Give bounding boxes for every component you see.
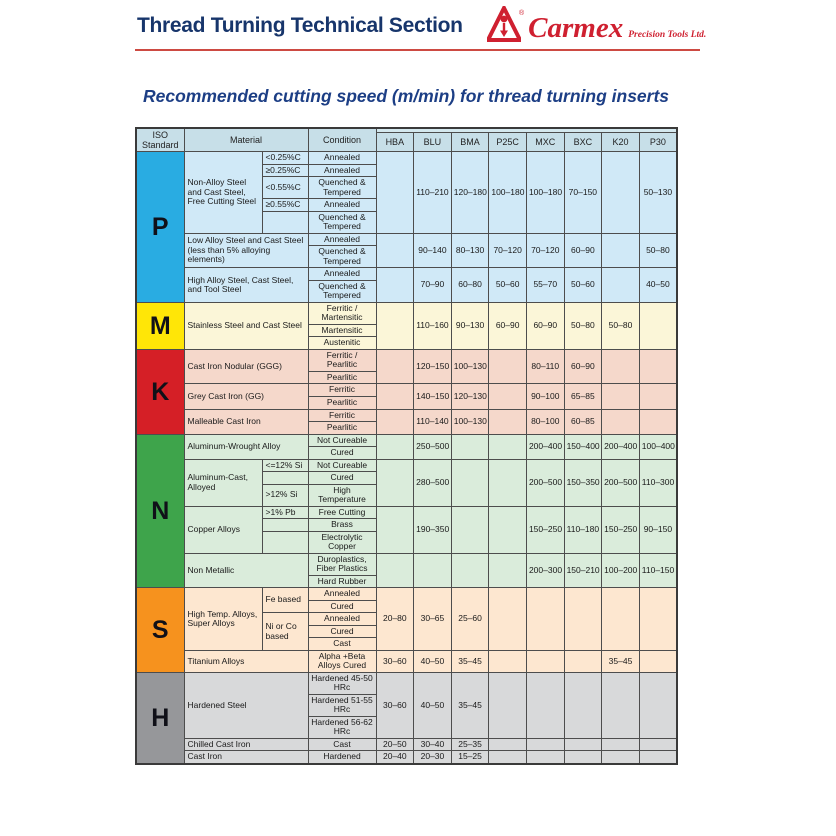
speed-value-cell: 100–400 — [639, 434, 677, 459]
condition-cell: Cured — [308, 600, 376, 613]
speed-value-cell — [376, 553, 414, 588]
speed-value-cell: 100–130 — [451, 409, 489, 434]
condition-cell: Free Cutting — [308, 506, 376, 519]
speed-value-cell: 35–45 — [451, 672, 489, 738]
speed-value-cell — [376, 268, 414, 303]
speed-value-cell: 60–90 — [564, 233, 602, 268]
condition-cell: Annealed — [308, 164, 376, 177]
material-header: Material — [184, 128, 308, 152]
speed-value-cell: 65–85 — [564, 384, 602, 409]
condition-cell: Hardened 56-62 HRc — [308, 716, 376, 738]
condition-cell: Pearlitic — [308, 371, 376, 384]
sub-material-cell: <0.25%C — [262, 152, 308, 165]
table-row — [136, 409, 677, 422]
condition-cell: Quenched & Tempered — [308, 211, 376, 233]
condition-cell: Electrolytic Copper — [308, 531, 376, 553]
table-row — [136, 459, 677, 472]
speed-value-cell: 30–40 — [414, 738, 452, 751]
speed-value-cell: 280–500 — [414, 459, 452, 506]
speed-value-cell: 150–250 — [526, 506, 564, 553]
material-cell: Aluminum-Wrought Alloy — [184, 434, 308, 459]
sub-material-cell: <0.55%C — [262, 177, 308, 199]
brand-logo — [487, 6, 706, 43]
speed-value-cell: 30–60 — [376, 650, 414, 672]
speed-value-cell: 35–45 — [451, 650, 489, 672]
speed-value-cell: 120–180 — [451, 152, 489, 234]
speed-value-cell — [602, 672, 640, 738]
speed-value-cell: 150–350 — [564, 459, 602, 506]
section-title: Recommended cutting speed (m/min) for thread turning inserts — [143, 86, 670, 106]
speed-value-cell — [376, 434, 414, 459]
iso-letter-k: K — [136, 349, 184, 434]
grade-header-bxc: BXC — [564, 133, 602, 152]
speed-value-cell: 70–120 — [489, 233, 527, 268]
speed-value-cell — [376, 506, 414, 553]
condition-cell: Cast — [308, 738, 376, 751]
speed-value-cell — [639, 650, 677, 672]
speed-value-cell — [564, 588, 602, 651]
speed-value-cell — [564, 751, 602, 764]
sub-material-cell: Ni or Co based — [262, 613, 308, 651]
speed-value-cell — [526, 751, 564, 764]
speed-value-cell — [451, 434, 489, 459]
speed-value-cell: 80–100 — [526, 409, 564, 434]
speed-value-cell — [602, 268, 640, 303]
condition-cell: Ferritic / Martensitic — [308, 302, 376, 324]
speed-value-cell: 100–180 — [489, 152, 527, 234]
speed-value-cell: 60–90 — [489, 302, 527, 349]
speed-value-cell — [639, 738, 677, 751]
condition-cell: Cured — [308, 625, 376, 638]
speed-value-cell — [489, 506, 527, 553]
grade-header-hba: HBA — [376, 133, 414, 152]
speed-value-cell: 200–300 — [526, 553, 564, 588]
material-cell: Aluminum-Cast, Alloyed — [184, 459, 262, 506]
material-cell: Malleable Cast Iron — [184, 409, 308, 434]
speed-value-cell: 110–180 — [564, 506, 602, 553]
speed-value-cell: 150–400 — [564, 434, 602, 459]
table-row — [136, 650, 677, 672]
speed-value-cell — [602, 588, 640, 651]
speed-value-cell: 200–400 — [526, 434, 564, 459]
table-row — [136, 751, 677, 764]
speed-value-cell: 50–60 — [564, 268, 602, 303]
speed-value-cell: 110–160 — [414, 302, 452, 349]
speed-value-cell: 30–65 — [414, 588, 452, 651]
speed-value-cell: 60–85 — [564, 409, 602, 434]
speed-value-cell — [526, 588, 564, 651]
speed-value-cell — [489, 459, 527, 506]
speed-value-cell: 70–120 — [526, 233, 564, 268]
speed-value-cell: 120–130 — [451, 384, 489, 409]
speed-value-cell — [414, 553, 452, 588]
condition-cell: Pearlitic — [308, 396, 376, 409]
grade-header-mxc: MXC — [526, 133, 564, 152]
condition-cell: Annealed — [308, 613, 376, 626]
speed-value-cell — [489, 349, 527, 384]
table-row — [136, 233, 677, 246]
speed-value-cell — [376, 349, 414, 384]
material-cell: Hardened Steel — [184, 672, 308, 738]
speed-value-cell — [602, 751, 640, 764]
table-row — [136, 588, 677, 601]
speed-value-cell — [489, 738, 527, 751]
speed-value-cell: 110–150 — [639, 553, 677, 588]
speed-value-cell — [564, 650, 602, 672]
speed-value-cell: 50–60 — [489, 268, 527, 303]
speed-value-cell — [639, 751, 677, 764]
sub-material-cell: >12% Si — [262, 484, 308, 506]
speed-value-cell — [489, 434, 527, 459]
sub-material-cell: Fe based — [262, 588, 308, 613]
iso-letter-s: S — [136, 588, 184, 673]
speed-value-cell: 90–140 — [414, 233, 452, 268]
speed-value-cell — [489, 409, 527, 434]
speed-value-cell: 20–40 — [376, 751, 414, 764]
brand-tagline: Precision Tools Ltd. — [628, 30, 707, 40]
sub-material-cell — [262, 211, 308, 233]
speed-value-cell: 70–90 — [414, 268, 452, 303]
speed-value-cell — [526, 672, 564, 738]
condition-cell: Hardened 51-55 HRc — [308, 694, 376, 716]
speed-value-cell — [602, 384, 640, 409]
condition-cell: Annealed — [308, 588, 376, 601]
speed-value-cell — [639, 302, 677, 349]
material-cell: Titanium Alloys — [184, 650, 308, 672]
grade-header-p25c: P25C — [489, 133, 527, 152]
condition-header: Condition — [308, 128, 376, 152]
header-divider — [135, 49, 700, 51]
iso-standard-header: ISO Standard — [136, 128, 184, 152]
condition-cell: Quenched & Tempered — [308, 246, 376, 268]
condition-cell: Martensitic — [308, 324, 376, 337]
sub-material-cell — [262, 472, 308, 485]
brand-name: Carmex — [528, 12, 624, 44]
condition-cell: Austenitic — [308, 337, 376, 350]
speed-value-cell: 15–25 — [451, 751, 489, 764]
speed-value-cell: 50–80 — [564, 302, 602, 349]
grade-header-p30: P30 — [639, 133, 677, 152]
table-row — [136, 384, 677, 397]
sub-material-cell: ≥0.25%C — [262, 164, 308, 177]
speed-value-cell: 50–80 — [602, 302, 640, 349]
speed-value-cell: 190–350 — [414, 506, 452, 553]
speed-value-cell — [376, 459, 414, 506]
speed-value-cell: 150–210 — [564, 553, 602, 588]
speed-value-cell: 20–80 — [376, 588, 414, 651]
speed-value-cell: 100–180 — [526, 152, 564, 234]
page-title: Thread Turning Technical Section — [137, 14, 463, 37]
speed-value-cell — [602, 233, 640, 268]
speed-value-cell: 90–130 — [451, 302, 489, 349]
grade-header-bma: BMA — [451, 133, 489, 152]
condition-cell: Ferritic — [308, 384, 376, 397]
table-row — [136, 152, 677, 165]
iso-letter-n: N — [136, 434, 184, 588]
speed-value-cell: 70–150 — [564, 152, 602, 234]
condition-cell: Ferritic / Pearlitic — [308, 349, 376, 371]
table-row — [136, 302, 677, 324]
condition-cell: Quenched & Tempered — [308, 177, 376, 199]
speed-value-cell: 110–140 — [414, 409, 452, 434]
speed-value-cell: 60–90 — [564, 349, 602, 384]
condition-cell: Hardened 45-50 HRc — [308, 672, 376, 694]
speed-value-cell — [451, 553, 489, 588]
condition-cell: Not Cureable — [308, 434, 376, 447]
table-row — [136, 349, 677, 371]
speed-value-cell — [639, 409, 677, 434]
speed-value-cell: 200–400 — [602, 434, 640, 459]
material-cell: Non-Alloy Steel and Cast Steel, Free Cutting Steel — [184, 152, 262, 234]
speed-value-cell: 80–130 — [451, 233, 489, 268]
speed-value-cell — [602, 152, 640, 234]
registered-mark: ® — [519, 10, 525, 17]
speed-value-cell: 90–100 — [526, 384, 564, 409]
speed-value-cell: 200–500 — [602, 459, 640, 506]
condition-cell: Pearlitic — [308, 422, 376, 435]
table-row — [136, 553, 677, 575]
material-cell: Cast Iron Nodular (GGG) — [184, 349, 308, 384]
material-cell: High Alloy Steel, Cast Steel, and Tool Steel — [184, 268, 308, 303]
speed-value-cell: 40–50 — [414, 650, 452, 672]
speed-value-cell — [489, 672, 527, 738]
speed-value-cell: 40–50 — [414, 672, 452, 738]
material-cell: Grey Cast Iron (GG) — [184, 384, 308, 409]
table-row — [136, 672, 677, 694]
speed-value-cell — [639, 384, 677, 409]
speed-value-cell: 30–60 — [376, 672, 414, 738]
carmex-logo-icon — [487, 6, 521, 43]
material-cell: High Temp. Alloys, Super Alloys — [184, 588, 262, 651]
speed-value-cell: 35–45 — [602, 650, 640, 672]
speed-value-cell: 60–80 — [451, 268, 489, 303]
sub-material-cell — [262, 519, 308, 532]
speed-value-cell — [602, 738, 640, 751]
speed-value-cell — [602, 349, 640, 384]
grade-header-k20: K20 — [602, 133, 640, 152]
speed-value-cell — [376, 302, 414, 349]
speed-value-cell — [639, 349, 677, 384]
condition-cell: Hard Rubber — [308, 575, 376, 588]
speed-value-cell: 150–250 — [602, 506, 640, 553]
cutting-speed-table — [135, 127, 678, 765]
speed-value-cell: 80–110 — [526, 349, 564, 384]
speed-value-cell: 20–50 — [376, 738, 414, 751]
speed-value-cell — [602, 409, 640, 434]
speed-value-cell: 110–300 — [639, 459, 677, 506]
condition-cell: Brass — [308, 519, 376, 532]
speed-value-cell: 120–150 — [414, 349, 452, 384]
speed-value-cell: 25–60 — [451, 588, 489, 651]
sub-material-cell — [262, 531, 308, 553]
speed-value-cell — [564, 738, 602, 751]
table-row — [136, 738, 677, 751]
condition-cell: Annealed — [308, 268, 376, 281]
sub-material-cell: <=12% Si — [262, 459, 308, 472]
speed-value-cell: 55–70 — [526, 268, 564, 303]
material-cell: Copper Alloys — [184, 506, 262, 553]
condition-cell: Cured — [308, 472, 376, 485]
iso-letter-p: P — [136, 152, 184, 303]
iso-letter-h: H — [136, 672, 184, 764]
speed-value-cell — [564, 672, 602, 738]
speed-value-cell: 20–30 — [414, 751, 452, 764]
speed-value-cell — [639, 588, 677, 651]
material-cell: Cast Iron — [184, 751, 308, 764]
speed-value-cell: 200–500 — [526, 459, 564, 506]
speed-value-cell: 140–150 — [414, 384, 452, 409]
speed-value-cell: 40–50 — [639, 268, 677, 303]
condition-cell: Alpha +Beta Alloys Cured — [308, 650, 376, 672]
sub-material-cell: ≥0.55%C — [262, 199, 308, 212]
speed-value-cell — [451, 459, 489, 506]
condition-cell: Annealed — [308, 199, 376, 212]
speed-value-cell — [639, 672, 677, 738]
table-row — [136, 434, 677, 447]
condition-cell: High Temperature — [308, 484, 376, 506]
speed-value-cell: 50–130 — [639, 152, 677, 234]
condition-cell: Cast — [308, 638, 376, 651]
material-cell: Non Metallic — [184, 553, 308, 588]
speed-value-cell: 50–80 — [639, 233, 677, 268]
table-row — [136, 268, 677, 281]
speed-value-cell: 100–200 — [602, 553, 640, 588]
material-cell: Stainless Steel and Cast Steel — [184, 302, 308, 349]
condition-cell: Annealed — [308, 152, 376, 165]
condition-cell: Quenched & Tempered — [308, 280, 376, 302]
sub-material-cell: >1% Pb — [262, 506, 308, 519]
speed-value-cell — [376, 152, 414, 234]
speed-value-cell: 90–150 — [639, 506, 677, 553]
condition-cell: Not Cureable — [308, 459, 376, 472]
grade-header-blu: BLU — [414, 133, 452, 152]
speed-value-cell — [526, 650, 564, 672]
condition-cell: Annealed — [308, 233, 376, 246]
material-cell: Low Alloy Steel and Cast Steel (less than 5% alloying elements) — [184, 233, 308, 268]
speed-value-cell: 60–90 — [526, 302, 564, 349]
speed-value-cell — [376, 233, 414, 268]
condition-cell: Ferritic — [308, 409, 376, 422]
speed-value-cell: 25–35 — [451, 738, 489, 751]
speed-value-cell — [489, 751, 527, 764]
speed-value-cell — [489, 650, 527, 672]
condition-cell: Duroplastics, Fiber Plastics — [308, 553, 376, 575]
speed-value-cell — [376, 384, 414, 409]
material-cell: Chilled Cast Iron — [184, 738, 308, 751]
speed-value-cell — [526, 738, 564, 751]
speed-value-cell — [376, 409, 414, 434]
speed-value-cell: 250–500 — [414, 434, 452, 459]
iso-letter-m: M — [136, 302, 184, 349]
condition-cell: Hardened — [308, 751, 376, 764]
speed-value-cell — [451, 506, 489, 553]
speed-value-cell — [489, 553, 527, 588]
speed-value-cell — [489, 588, 527, 651]
condition-cell: Cured — [308, 447, 376, 460]
table-row — [136, 506, 677, 519]
speed-value-cell — [489, 384, 527, 409]
speed-value-cell: 100–130 — [451, 349, 489, 384]
speed-value-cell: 110–210 — [414, 152, 452, 234]
